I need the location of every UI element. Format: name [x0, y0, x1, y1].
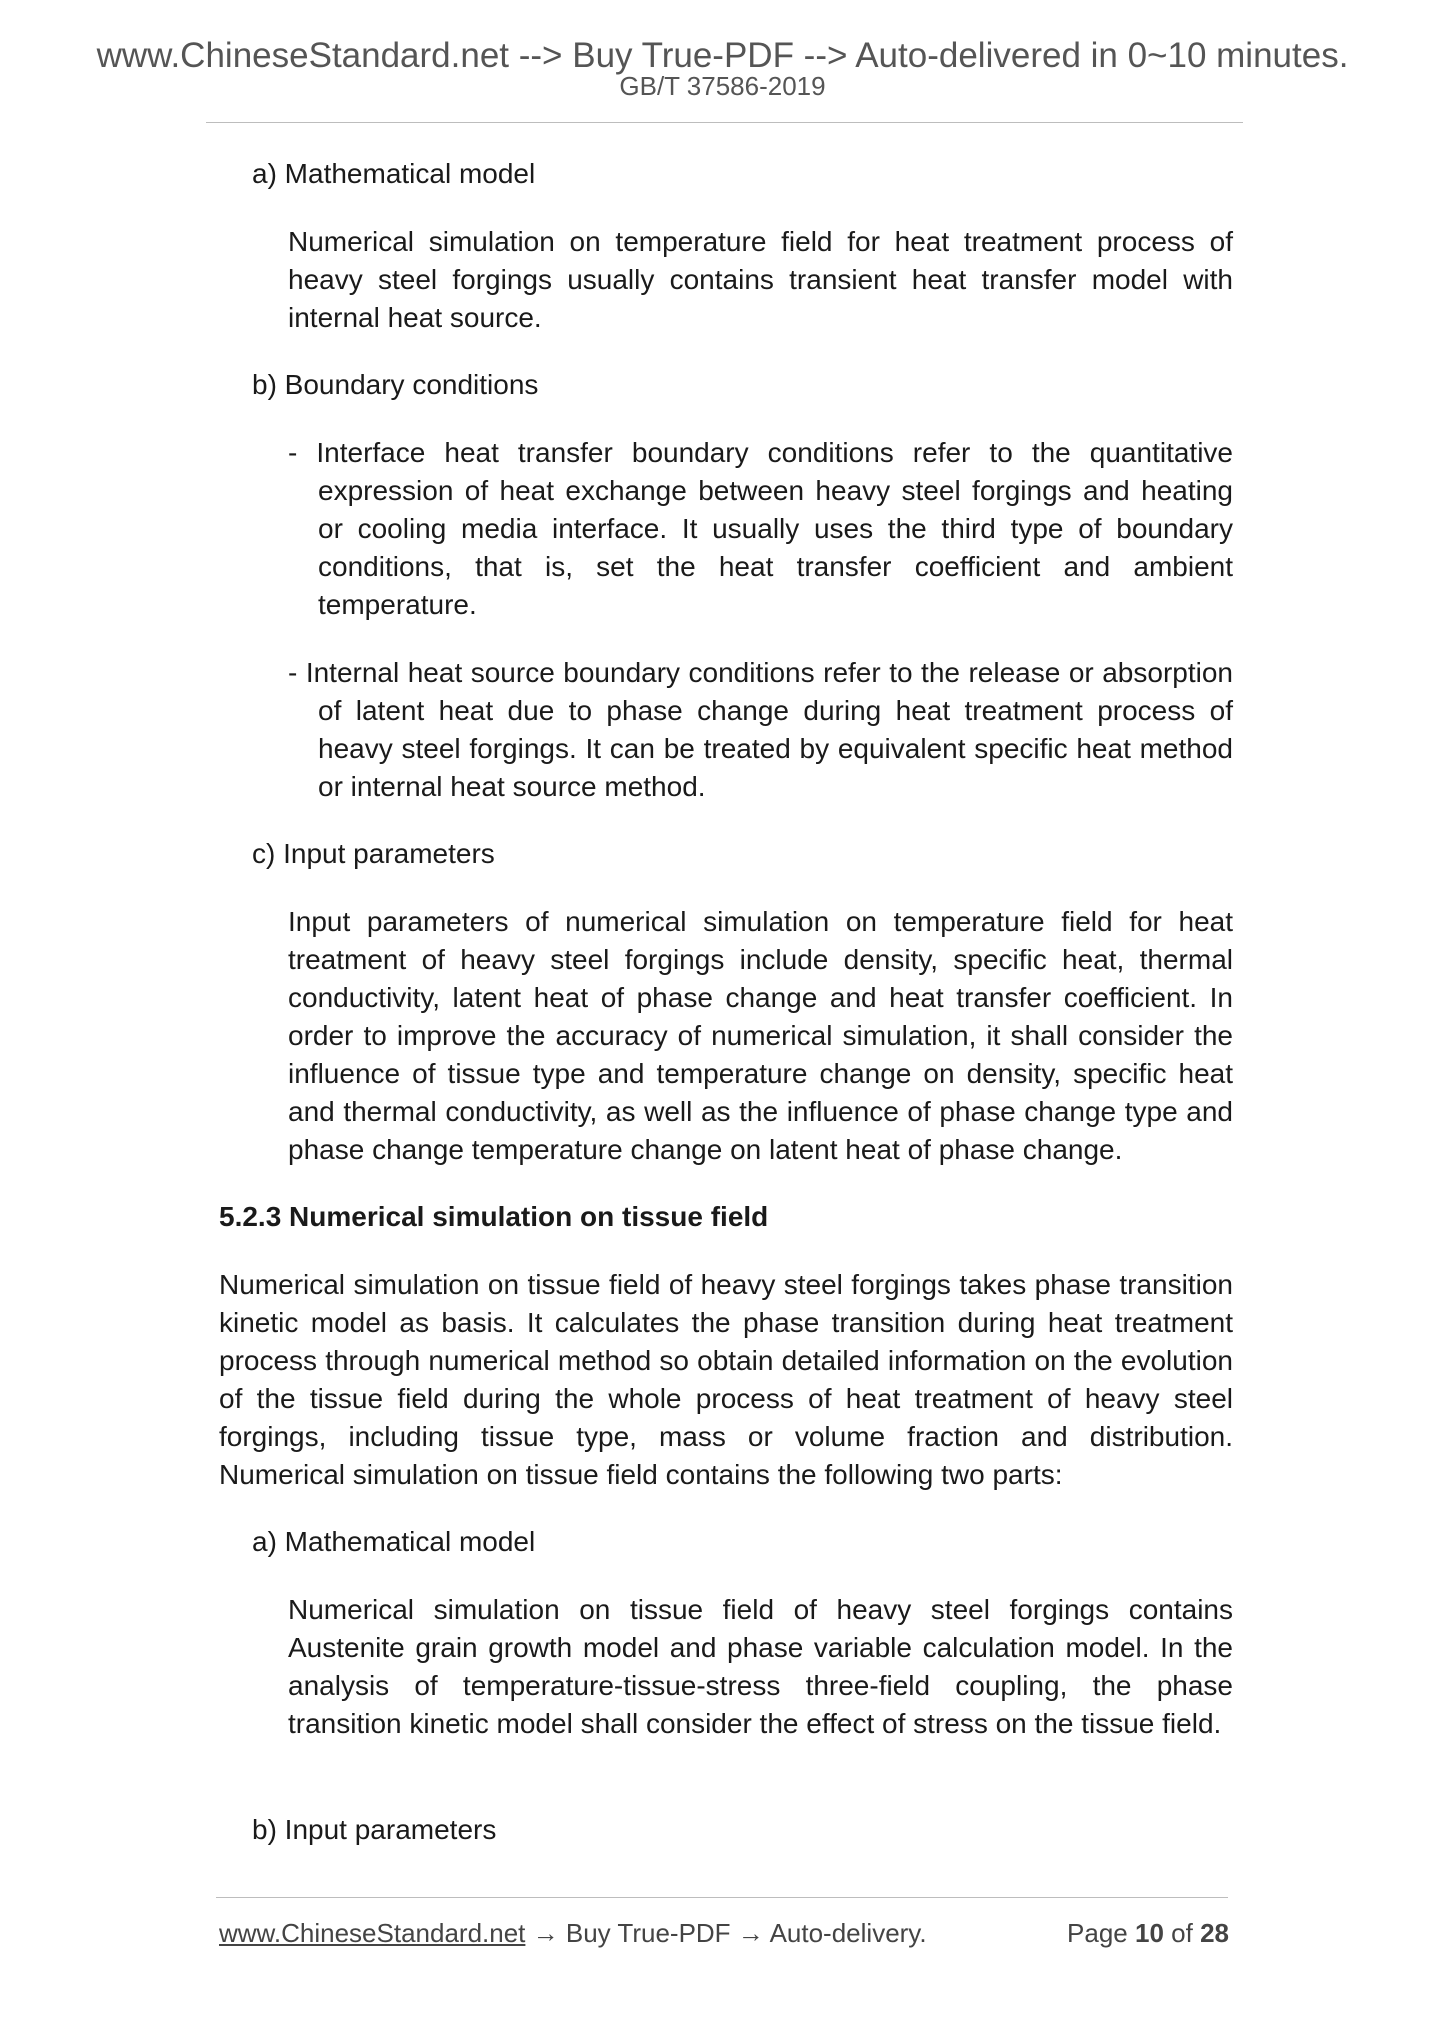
of-word: of [1171, 1918, 1193, 1948]
section-heading-tissue: 5.2.3 Numerical simulation on tissue field [219, 1201, 769, 1232]
footer-site-link[interactable]: www.ChineseStandard.net [219, 1918, 526, 1948]
footer-divider [216, 1897, 1228, 1898]
footer-promo [219, 1916, 927, 1950]
temp-c-text: Input parameters of numerical simulation on temperature field for heat treatment of heavy steel forgings include density, specific heat, thermal conductivity, latent heat of phase change and heat transfer coefficient. In order to improve the accuracy of numerical simulation, it shall consider the influence of tissue type and temperature change on density, specific heat and thermal conductivity, as well as the influence of phase change type and phase change temperature change on latent heat of phase change. [288, 906, 1233, 1165]
footer-promo-text: → Buy True-PDF → Auto-delivery. [525, 1918, 927, 1948]
temp-b-item-interface: - Interface heat transfer boundary conditions refer to the quantitative expression of heat exchange between heavy steel forgings and heating or cooling media interface. It usually uses the third type of boundary conditions, that is, set the heat transfer coefficient and ambient temperature. [288, 437, 1233, 620]
temp-b-label: b) Boundary conditions [252, 369, 539, 400]
temp-b-item-internal: - Internal heat source boundary conditions refer to the release or absorption of latent heat due to phase change during heat treatment process of heavy steel forgings. It can be treated by equivalent specific heat method or internal heat source method. [288, 657, 1233, 802]
page-total: 28 [1200, 1918, 1229, 1948]
page-number: 10 [1135, 1918, 1164, 1948]
tissue-b-label: b) Input parameters [252, 1814, 497, 1845]
page-word: Page [1067, 1918, 1128, 1948]
page-indicator [1067, 1916, 1229, 1950]
document-code: GB/T 37586-2019 [619, 71, 826, 101]
temp-a-label: a) Mathematical model [252, 158, 536, 189]
tissue-a-label: a) Mathematical model [252, 1526, 536, 1557]
top-banner: www.ChineseStandard.net --> Buy True-PDF --> Auto-delivered in 0~10 minutes. [96, 36, 1349, 75]
tissue-a-text: Numerical simulation on tissue field of heavy steel forgings contains Austenite grain growth model and phase variable calculation model. In the analysis of temperature-tissue-stress three-field coupling, the phase transition kinetic model shall consider the effect of stress on the tissue field. [288, 1594, 1233, 1739]
temp-a-text: Numerical simulation on temperature field for heat treatment process of heavy steel forgings usually contains transient heat transfer model with internal heat source. [288, 226, 1233, 333]
temp-c-label: c) Input parameters [252, 838, 495, 869]
page-footer [219, 1916, 1229, 1950]
tissue-intro: Numerical simulation on tissue field of heavy steel forgings takes phase transition kinetic model as basis. It calculates the phase transition during heat treatment process through numerical method so obtain detailed information on the evolution of the tissue field during the whole process of heat treatment of heavy steel forgings, including tissue type, mass or volume fraction and distribution. Numerical simulation on tissue field contains the following two parts: [219, 1269, 1233, 1490]
